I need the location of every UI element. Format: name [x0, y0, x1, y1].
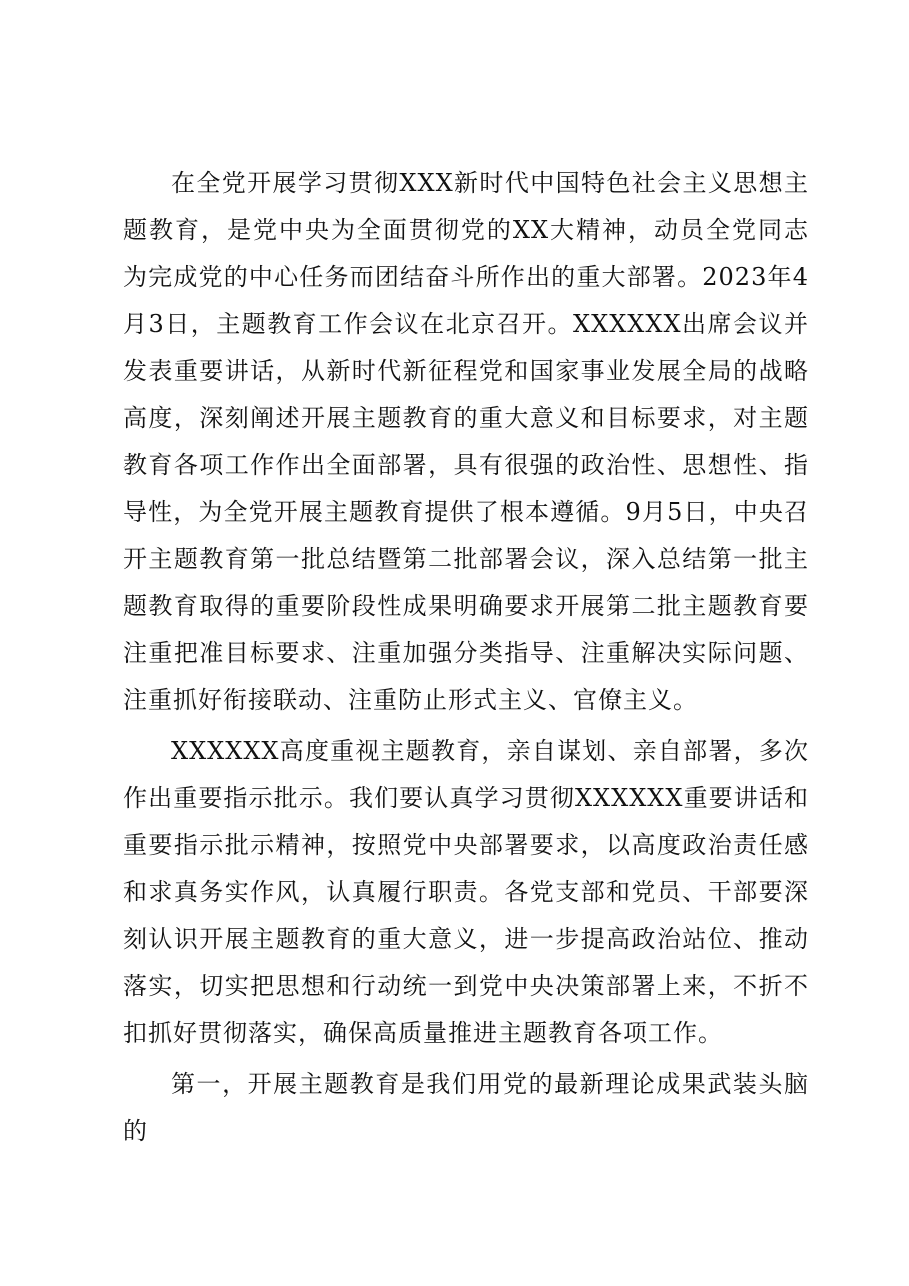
paragraph-3: 第一，开展主题教育是我们用党的最新理论成果武装头脑的 [123, 1070, 809, 1145]
paragraph-1: 在全党开展学习贯彻XXX新时代中国特色社会主义思想主题教育，是党中央为全面贯彻党的XX大精神，动员全党同志为完成党的中心任务而团结奋斗所作出的重大部署。2023年4月3日，主题教育工作会议在北京召开。XXXXXX出席会议并发表重要讲话，从新时代新征程党和国家事业发展全局的战略高度，深刻阐述开展主题教育的重大意义和目标要求，对主题教育各项工作作出全面部署，具有很强的政治性、思想性、指导性，为全党开展主题教育提供了根本遵循。9月5日，中央召开主题教育第一批总结暨第二批部署会议，深入总结第一批主题教育取得的重要阶段性成果明确要求开展第二批主题教育要注重把准目标要求、注重加强分类指导、注重解决实际问题、注重抓好衔接联动、注重防止形式主义、官僚主义。 [123, 169, 809, 714]
paragraph-2: XXXXXX高度重视主题教育，亲自谋划、亲自部署，多次作出重要指示批示。我们要认真学习贯彻XXXXXX重要讲话和重要指示批示精神，按照党中央部署要求，以高度政治责任感和求真务实作风，认真履行职责。各党支部和党员、干部要深刻认识开展主题教育的重大意义，进一步提高政治站位、推动落实，切实把思想和行动统一到党中央决策部署上来，不折不扣抓好贯彻落实，确保高质量推进主题教育各项工作。 [123, 737, 809, 1047]
document-body [123, 160, 809, 1155]
